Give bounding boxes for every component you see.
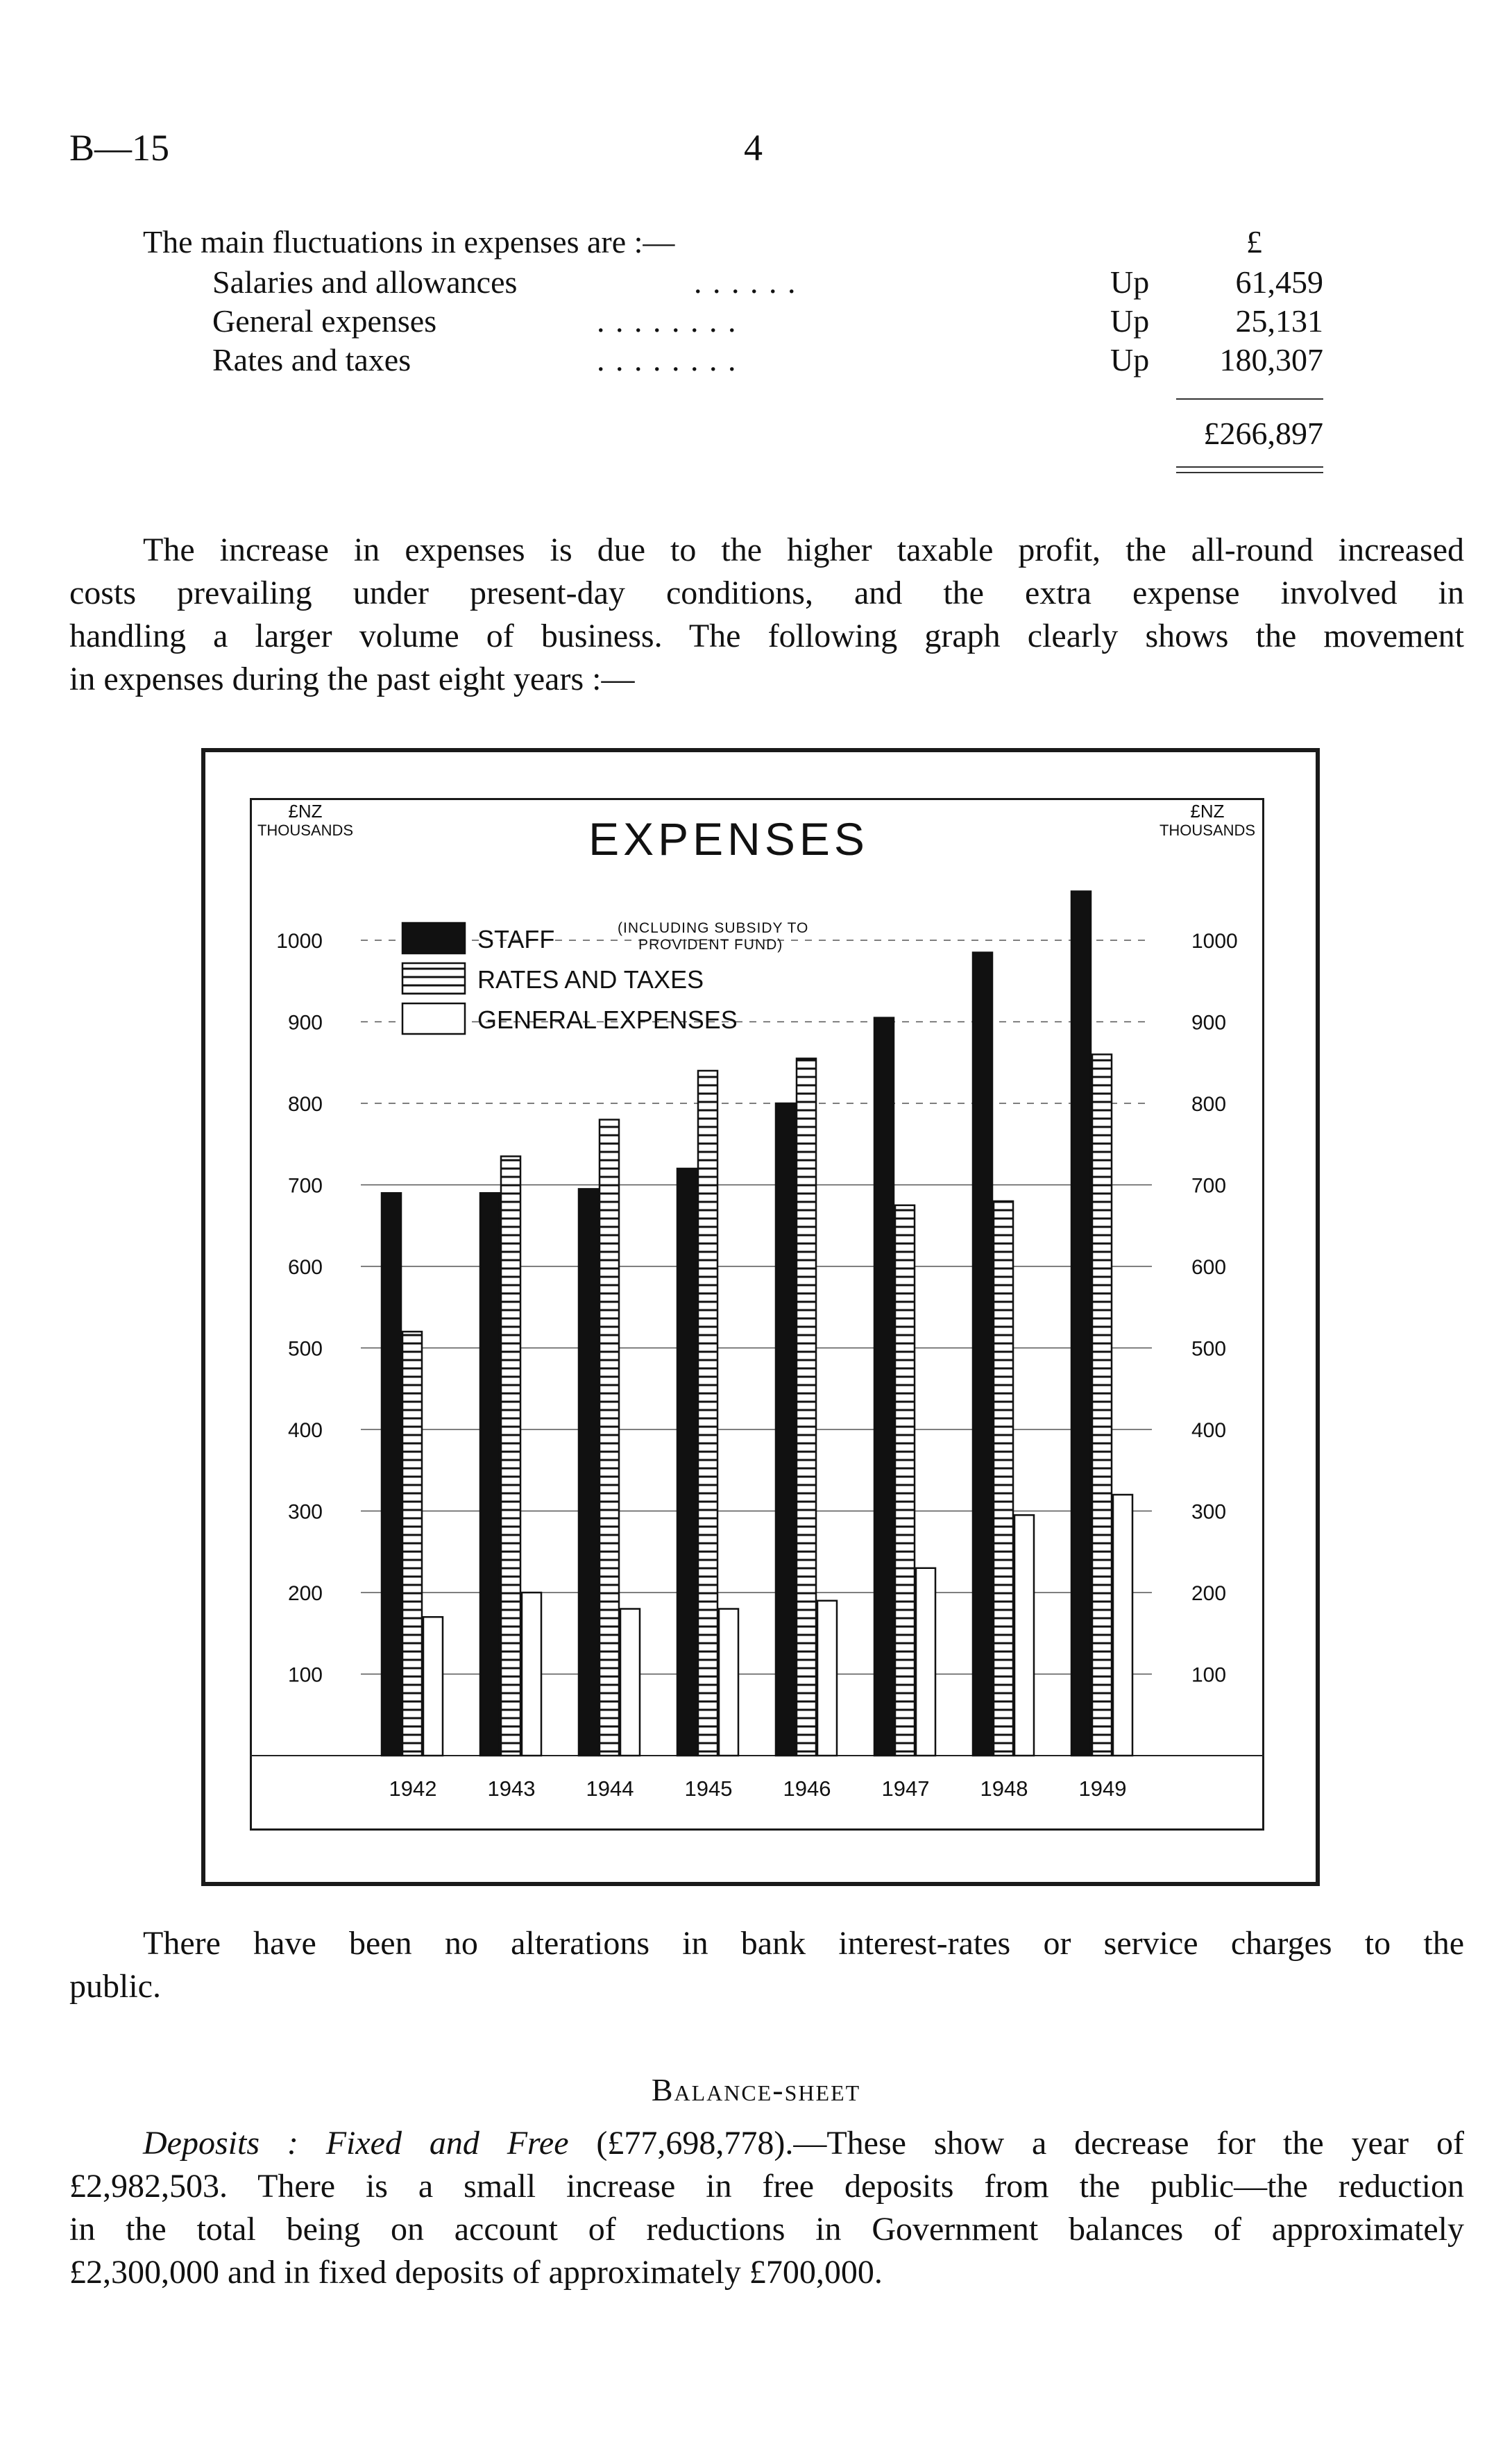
text-line: handling a larger volume of business. The following graph clearly shows the movement [69, 618, 1464, 654]
x-tick-label: 1944 [586, 1776, 634, 1801]
y-tick-label-left: 400 [287, 1419, 323, 1442]
bar-solid [776, 1103, 795, 1756]
y-tick-label-right: 100 [1191, 1663, 1227, 1687]
bar-open [1014, 1515, 1034, 1756]
bar-open [423, 1617, 443, 1756]
text-line: There have been no alterations in bank interest-rates or service charges to the [143, 1925, 1464, 1962]
bar-hatched [994, 1201, 1013, 1756]
expense-amount: 180,307 [1219, 342, 1323, 377]
expense-direction: Up [1110, 342, 1150, 377]
text-line: £2,300,000 and in fixed deposits of approximately £700,000. [69, 2254, 883, 2291]
expenses-chart [250, 798, 1264, 1831]
legend-swatch-hatched [402, 963, 465, 994]
bar-hatched [402, 1332, 422, 1756]
section-heading-text: Balance-sheet [651, 2072, 861, 2107]
bar-open [1113, 1495, 1132, 1756]
legend-note: (INCLUDING SUBSIDY TO [618, 920, 809, 936]
text-line: in expenses during the past eight years :— [69, 661, 635, 697]
total-rule [1176, 466, 1323, 468]
x-tick-label: 1943 [487, 1776, 536, 1801]
y-tick-label-left: 500 [287, 1337, 323, 1361]
legend-label: STAFF [477, 925, 555, 953]
y-tick-label-left: 600 [287, 1256, 323, 1279]
bar-hatched [600, 1120, 619, 1756]
bar-solid [874, 1018, 894, 1756]
page-number: 4 [744, 127, 763, 169]
y-tick-label-right: 900 [1191, 1011, 1227, 1035]
expense-amount: 61,459 [1235, 264, 1323, 300]
leader-dots: . . . . . . . . [597, 342, 738, 377]
y-tick-label-right: 200 [1191, 1582, 1227, 1605]
text-line [69, 2122, 1464, 2165]
leader-dots: . . . . . . . . [597, 303, 738, 339]
y-axis-label-left-units: THOUSANDS [257, 822, 354, 839]
legend-note: PROVIDENT FUND) [638, 937, 783, 953]
text-line: The increase in expenses is due to the higher taxable profit, the all-round increased [143, 532, 1464, 568]
expense-label: Salaries and allowances [212, 264, 518, 300]
y-tick-label-right: 800 [1191, 1093, 1227, 1116]
bar-solid [1071, 892, 1091, 1756]
y-axis-label-left-currency: £NZ [288, 801, 323, 822]
y-tick-label-right: 400 [1191, 1419, 1227, 1442]
y-tick-label-right: 1000 [1191, 930, 1238, 953]
x-tick-label: 1942 [389, 1776, 437, 1801]
x-tick-label: 1947 [881, 1776, 930, 1801]
bar-open [719, 1609, 738, 1756]
text-line: costs prevailing under present-day conditions, and the extra expense involved in [69, 575, 1464, 611]
bar-hatched [698, 1071, 717, 1756]
x-tick-label: 1946 [783, 1776, 831, 1801]
legend-label: GENERAL EXPENSES [477, 1005, 738, 1034]
subtotal-rule [1176, 398, 1323, 400]
total-double-rule [1176, 472, 1323, 473]
legend-label: RATES AND TAXES [477, 965, 704, 994]
chart-title: EXPENSES [588, 813, 869, 865]
expense-label: General expenses [212, 303, 437, 339]
bar-hatched [797, 1058, 816, 1756]
expense-row [0, 303, 1512, 343]
bar-open [620, 1609, 640, 1756]
expense-direction: Up [1110, 264, 1150, 300]
y-tick-label-right: 700 [1191, 1174, 1227, 1198]
x-tick-label: 1949 [1078, 1776, 1127, 1801]
bar-open [817, 1601, 837, 1756]
y-tick-label-left: 1000 [276, 930, 323, 953]
bar-hatched [1092, 1055, 1112, 1756]
bar-open [522, 1593, 541, 1756]
expense-amount: 25,131 [1235, 303, 1323, 339]
text-line: public. [69, 1968, 161, 2005]
expense-row [0, 264, 1512, 304]
y-tick-label-right: 600 [1191, 1256, 1227, 1279]
expenses-total: £266,897 [1203, 416, 1323, 451]
bar-hatched [895, 1205, 915, 1756]
y-tick-label-right: 500 [1191, 1337, 1227, 1361]
y-tick-label-left: 300 [287, 1500, 323, 1524]
expense-label: Rates and taxes [212, 342, 411, 377]
paragraph-deposits [69, 2122, 1464, 2294]
legend-swatch-solid [402, 923, 465, 953]
section-heading [0, 2071, 1512, 2108]
bar-solid [480, 1193, 500, 1756]
legend-swatch-open [402, 1003, 465, 1034]
text-line: —These show a decrease for the year of [793, 2125, 1464, 2162]
y-axis-label-right-currency: £NZ [1190, 801, 1225, 822]
bar-solid [677, 1169, 697, 1756]
bar-hatched [501, 1156, 520, 1756]
y-tick-label-left: 200 [287, 1582, 323, 1605]
bar-solid [382, 1193, 401, 1756]
expense-row [0, 341, 1512, 382]
x-tick-label: 1948 [980, 1776, 1028, 1801]
text-line: £2,982,503. There is a small increase in free deposits from the public—the reduction [69, 2168, 1464, 2205]
bar-solid [973, 953, 992, 1756]
y-tick-label-right: 300 [1191, 1500, 1227, 1524]
x-tick-label: 1945 [684, 1776, 733, 1801]
y-tick-label-left: 900 [287, 1011, 323, 1035]
paragraph-expenses [69, 529, 1464, 701]
expenses-intro: The main fluctuations in expenses are :— [143, 224, 675, 260]
bar-open [916, 1568, 935, 1756]
y-tick-label-left: 800 [287, 1093, 323, 1116]
leader-dots: . . . . . . [694, 264, 797, 300]
deposits-amount: (£77,698,778). [596, 2125, 794, 2162]
deposits-label-type: Fixed and Free [325, 2125, 569, 2162]
currency-head: £ [1246, 224, 1262, 260]
document-reference: B—15 [69, 127, 170, 169]
deposits-label: Deposits : [143, 2125, 298, 2162]
y-axis-label-right-units: THOUSANDS [1159, 822, 1256, 839]
bar-solid [579, 1189, 598, 1756]
expense-direction: Up [1110, 303, 1150, 339]
y-tick-label-left: 100 [287, 1663, 323, 1687]
y-tick-label-left: 700 [287, 1174, 323, 1198]
text-line: in the total being on account of reductions in Government balances of approximately [69, 2211, 1464, 2248]
paragraph-interest-rates [69, 1922, 1464, 2008]
